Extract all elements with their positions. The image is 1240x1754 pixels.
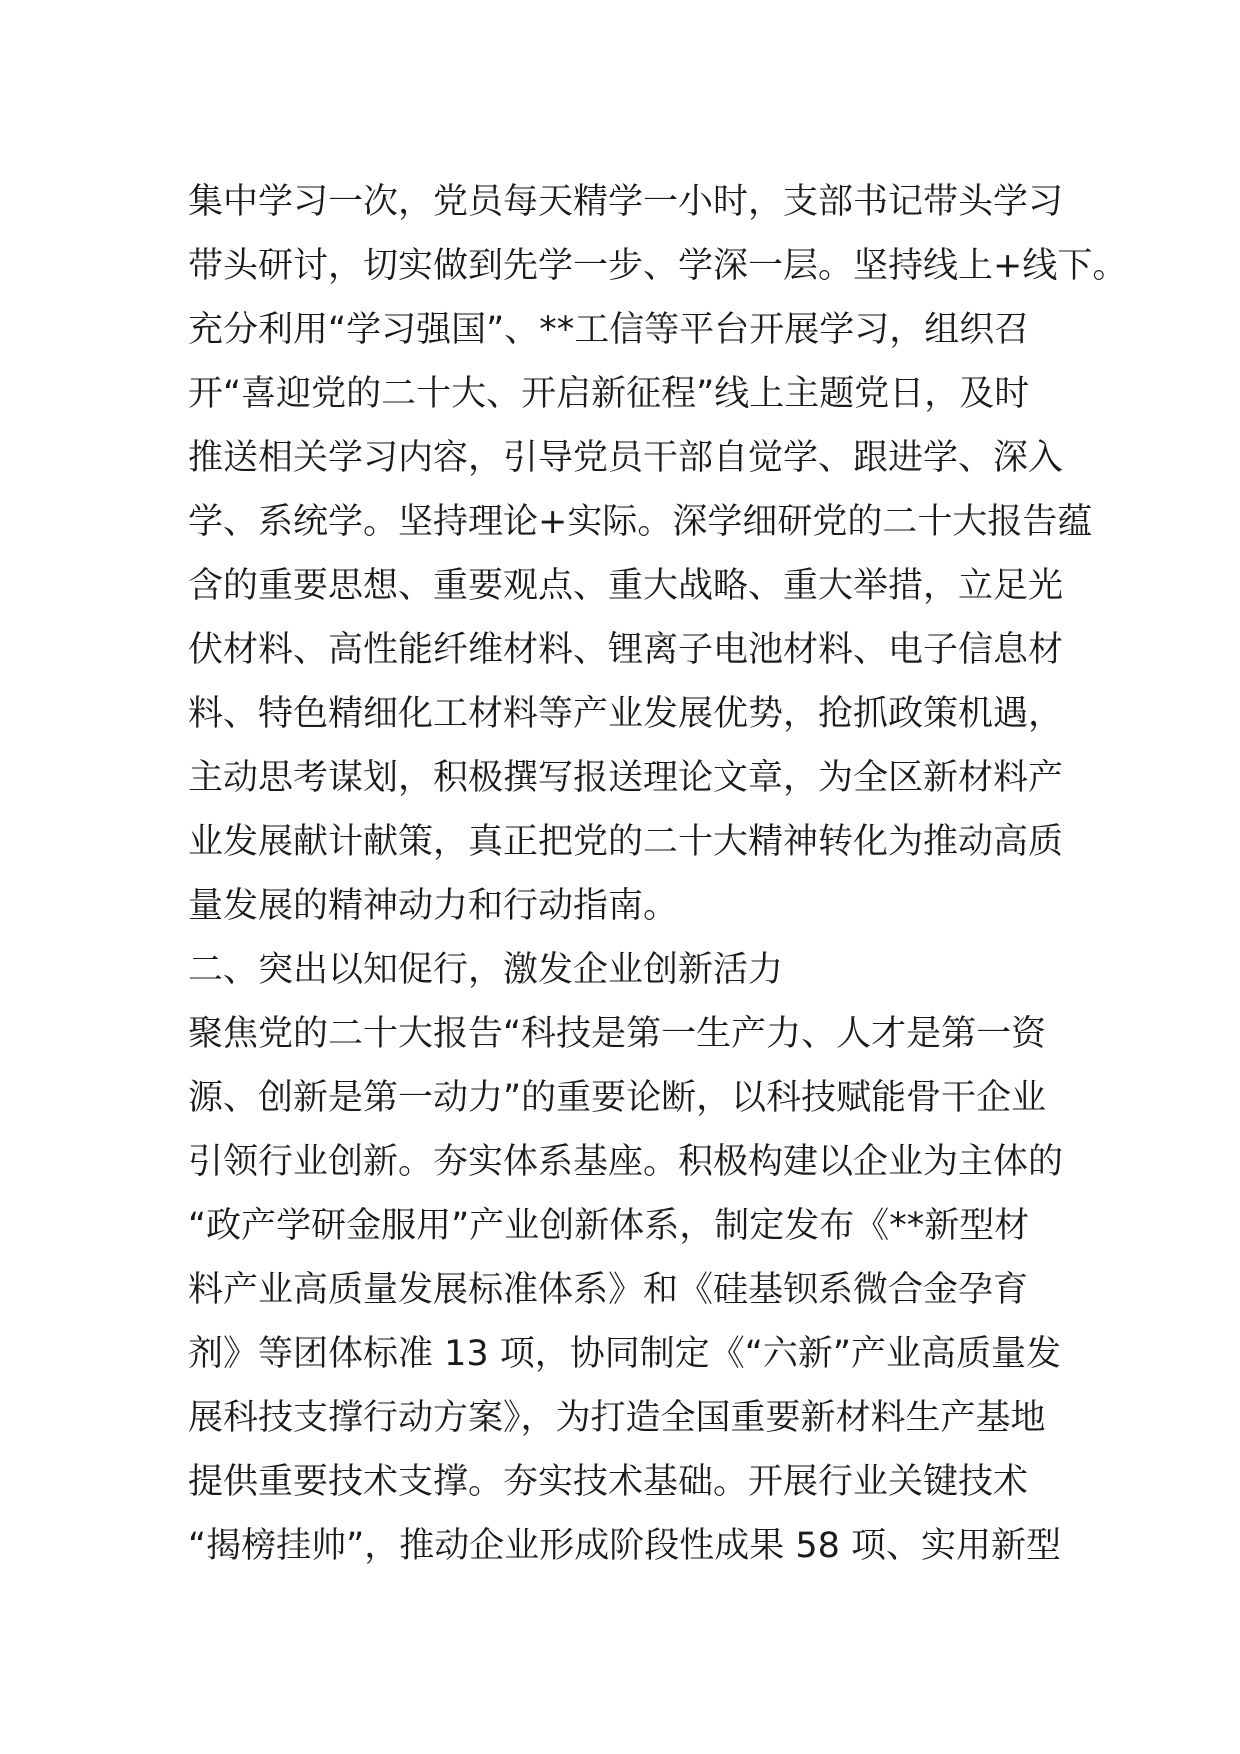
text-line: 源、创新是第一动力”的重要论断，以科技赋能骨干企业: [188, 1078, 1047, 1118]
text-line: 料产业高质量发展标准体系》和《硅基钡系微合金孕育: [188, 1270, 1029, 1310]
text-line: 开“喜迎党的二十大、开启新征程”线上主题党日，及时: [188, 374, 1030, 414]
text-line: 剂》等团体标准 13 项，协同制定《“六新”产业高质量发: [188, 1334, 1062, 1374]
text-line: 展科技支撑行动方案》，为打造全国重要新材料生产基地: [188, 1398, 1046, 1438]
section-heading: 二、突出以知促行，激发企业创新活力: [188, 950, 784, 990]
text-line: 充分利用“学习强国”、**工信等平台开展学习，组织召: [188, 310, 1030, 350]
text-line: 量发展的精神动力和行动指南。: [188, 886, 679, 926]
text-line: 伏材料、高性能纤维材料、锂离子电池材料、电子信息材: [188, 630, 1064, 670]
text-line: 推送相关学习内容，引导党员干部自觉学、跟进学、深入: [188, 438, 1064, 478]
body-text: [188, 170, 1128, 1578]
text-line: 提供重要技术支撑。夯实技术基础。开展行业关键技术: [188, 1462, 1029, 1502]
text-line: 含的重要思想、重要观点、重大战略、重大举措，立足光: [188, 566, 1064, 606]
text-line: 聚焦党的二十大报告“科技是第一生产力、人才是第一资: [188, 1014, 1047, 1054]
text-line: 集中学习一次，党员每天精学一小时，支部书记带头学习: [188, 182, 1064, 222]
text-line: 学、系统学。坚持理论+实际。深学细研党的二十大报告蕴: [188, 502, 1093, 542]
text-line: 引领行业创新。夯实体系基座。积极构建以企业为主体的: [188, 1142, 1064, 1182]
text-line: 料、特色精细化工材料等产业发展优势，抢抓政策机遇，: [188, 694, 1064, 734]
text-line: 主动思考谋划，积极撰写报送理论文章，为全区新材料产: [188, 758, 1064, 798]
text-line: “政产学研金服用”产业创新体系，制定发布《**新型材: [188, 1206, 1030, 1246]
text-line: 带头研讨，切实做到先学一步、学深一层。坚持线上+线下。: [188, 246, 1128, 286]
text-line: “揭榜挂帅”，推动企业形成阶段性成果 58 项、实用新型: [188, 1526, 1062, 1566]
text-line: 业发展献计献策，真正把党的二十大精神转化为推动高质: [188, 822, 1064, 862]
